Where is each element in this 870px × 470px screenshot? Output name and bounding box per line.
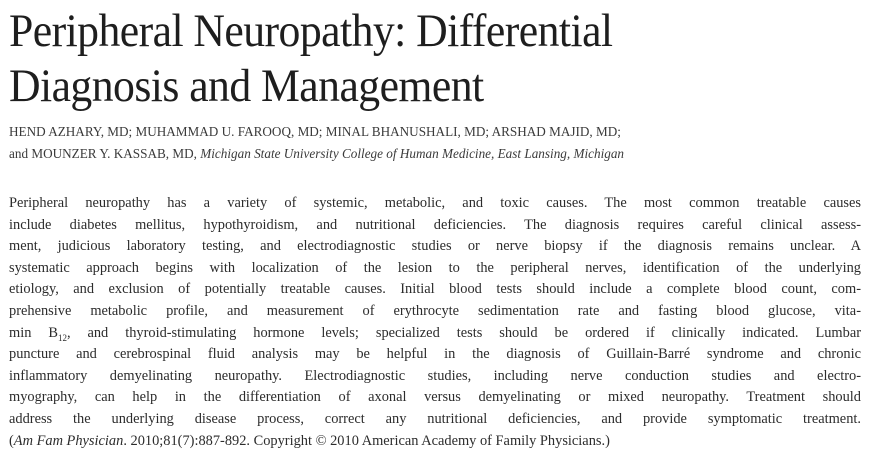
- abstract-line: Peripheral neuropathy has a variety of systemic, metabolic, and toxic causes. The most common treatable causes: [9, 195, 861, 211]
- citation-line: [9, 431, 861, 453]
- author-affiliation: Michigan State University College of Human Medicine, East Lansing, Michigan: [200, 146, 625, 161]
- authors-line-1: HEND AZHARY, MD; MUHAMMAD U. FAROOQ, MD; MINAL BHANUSHALI, MD; ARSHAD MAJID, MD;: [9, 124, 621, 139]
- abstract-line: include diabetes mellitus, hypothyroidism, and nutritional deficiencies. The diagnosis requires careful clinical assess-: [9, 216, 861, 233]
- citation-journal: Am Fam Physician: [13, 432, 124, 449]
- abstract-line-vitamin: [9, 323, 861, 345]
- abstract-line: etiology, and exclusion of potentially treatable causes. Initial blood tests should include a complete blood count, com-: [9, 281, 861, 298]
- subscript-12: 12: [57, 332, 67, 343]
- abstract-line: inflammatory demyelinating neuropathy. Electrodiagnostic studies, including nerve conduction studies and electro-: [9, 367, 861, 384]
- citation-details: . 2010;81(7):887-892. Copyright © 2010 American Academy of Family Physicians.): [123, 432, 610, 449]
- abstract-line: puncture and cerebrospinal fluid analysis may be helpful in the diagnosis of Guillain-Barré syndrome and chronic: [9, 346, 861, 363]
- abstract-line: systematic approach begins with localization of the lesion to the peripheral nerves, identification of the underlying: [9, 259, 861, 276]
- abstract-line: myography, can help in the differentiation of axonal versus demyelinating or mixed neuropathy. Treatment should: [9, 389, 861, 406]
- authors-line-2: [9, 143, 869, 165]
- abstract-text-segment: , and thyroid-stimulating hormone levels; specialized tests should be ordered if clinically indicated. Lumbar: [66, 324, 862, 341]
- author-byline: [9, 121, 869, 165]
- abstract-line: address the underlying disease process, correct any nutritional deficiencies, and provide symptomatic treatment.: [9, 410, 861, 427]
- abstract-line: prehensive metabolic profile, and measurement of erythrocyte sedimentation rate and fasting blood glucose, vita-: [9, 302, 861, 319]
- authors-names-continued: and MOUNZER Y. KASSAB, MD,: [9, 146, 201, 161]
- abstract-text: [9, 193, 861, 452]
- title-line-1: Peripheral Neuropathy: Differential: [9, 5, 613, 57]
- citation-open-paren: (: [9, 432, 14, 449]
- article-title: [9, 4, 613, 114]
- title-line-2: Diagnosis and Management: [9, 60, 484, 112]
- abstract-line: ment, judicious laboratory testing, and electrodiagnostic studies or nerve biopsy if the diagnosis remains unclear. A: [9, 238, 861, 255]
- abstract-text-segment: min B: [9, 324, 58, 341]
